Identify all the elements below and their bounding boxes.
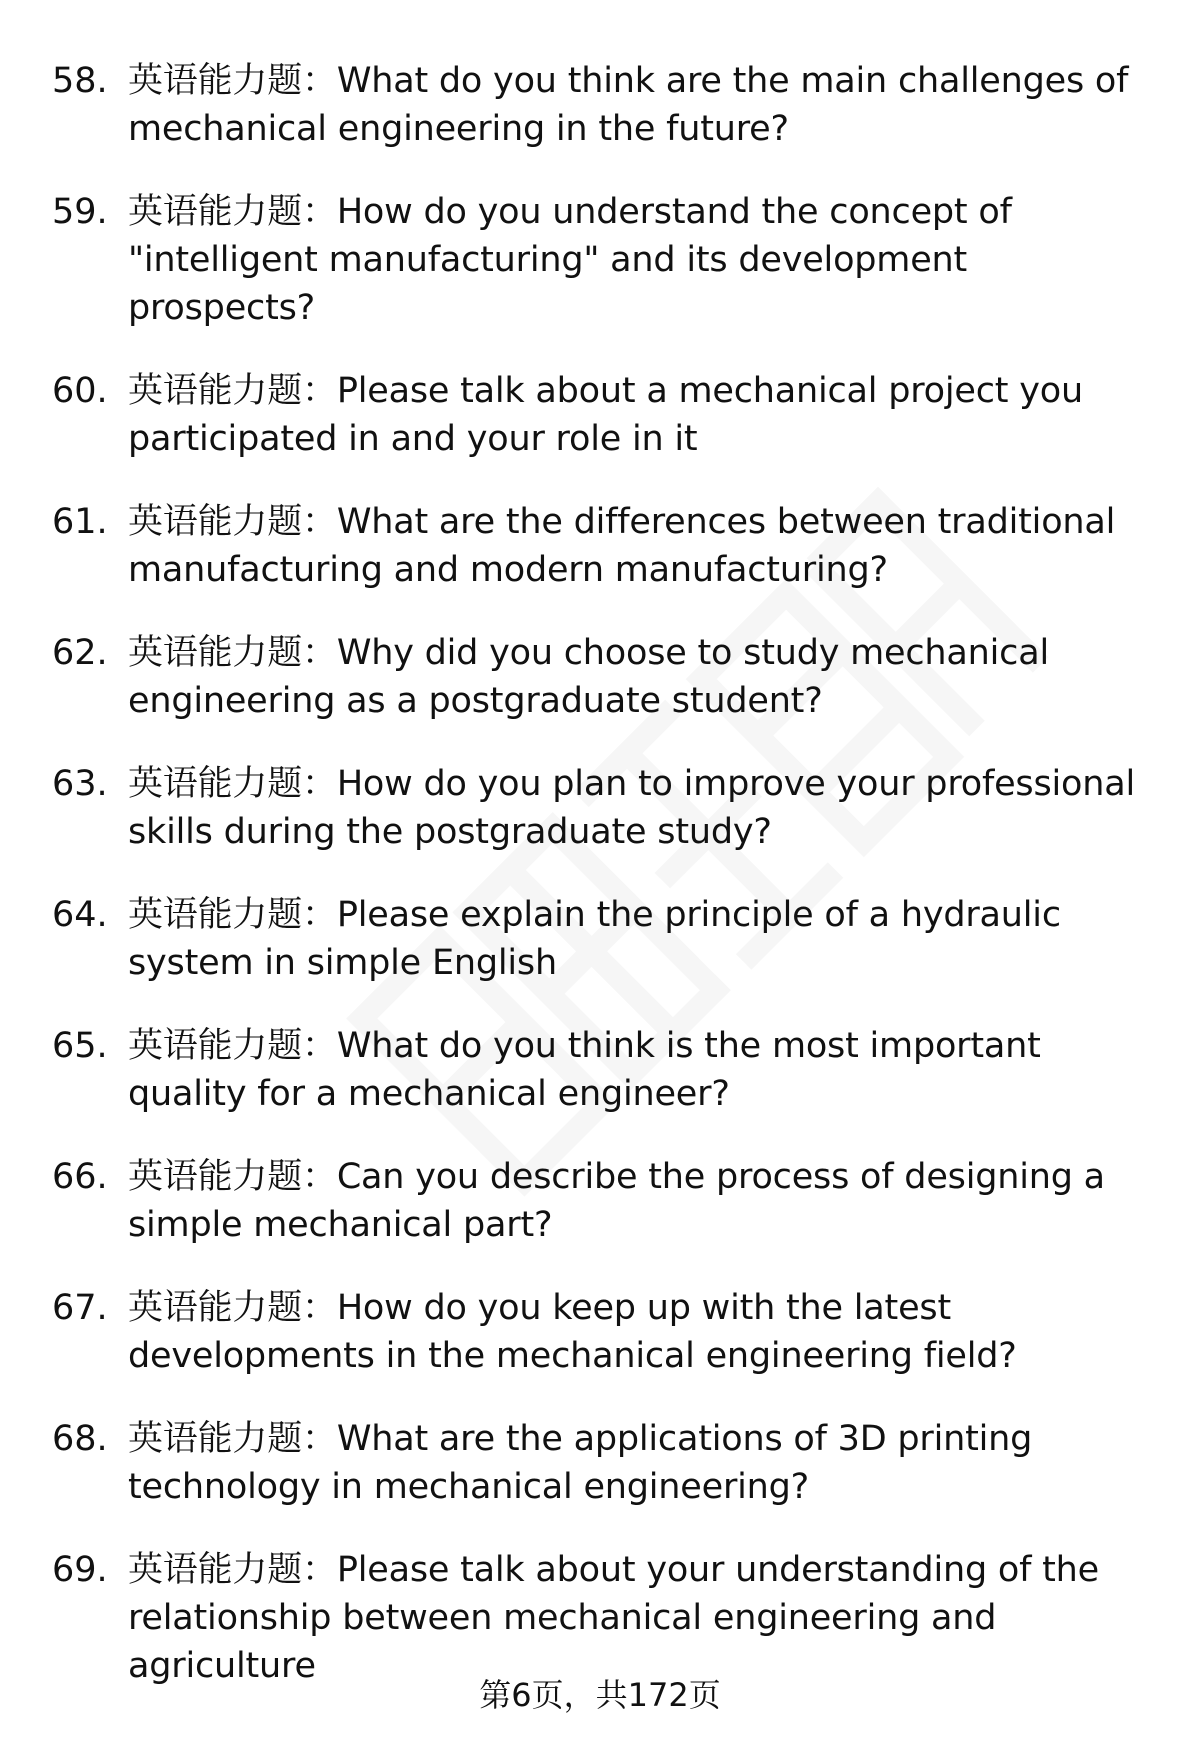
question-category-label: 英语能力题： bbox=[128, 1419, 337, 1459]
question-text: How do you plan to improve your professional skills during the postgraduate study? bbox=[128, 764, 1135, 852]
question-text: What do you think are the main challenges of mechanical engineering in the future? bbox=[128, 61, 1129, 149]
page-number-footer: 第6页，共172页 bbox=[479, 1676, 721, 1714]
question-text: Why did you choose to study mechanical engineering as a postgraduate student? bbox=[128, 633, 1049, 721]
question-body bbox=[128, 1022, 1153, 1118]
question-number: 66. bbox=[52, 1157, 108, 1197]
question-category-label: 英语能力题： bbox=[128, 1288, 337, 1328]
question-item bbox=[52, 1284, 1162, 1380]
question-body bbox=[128, 498, 1153, 594]
question-body bbox=[128, 57, 1153, 153]
question-item bbox=[52, 188, 1162, 332]
question-item bbox=[52, 367, 1162, 463]
question-item bbox=[52, 1022, 1162, 1118]
question-category-label: 英语能力题： bbox=[128, 633, 337, 673]
question-body bbox=[128, 629, 1153, 725]
question-body bbox=[128, 1415, 1153, 1511]
question-text: What are the applications of 3D printing technology in mechanical engineering? bbox=[128, 1419, 1033, 1507]
question-text: What do you think is the most important quality for a mechanical engineer? bbox=[128, 1026, 1041, 1114]
question-item bbox=[52, 891, 1162, 987]
question-category-label: 英语能力题： bbox=[128, 61, 337, 101]
question-number: 64. bbox=[52, 895, 108, 935]
question-number: 58. bbox=[52, 61, 108, 101]
question-text: Please talk about a mechanical project you participated in and your role in it bbox=[128, 371, 1083, 459]
question-body bbox=[128, 1284, 1153, 1380]
question-text: How do you understand the concept of "intelligent manufacturing" and its development prospects? bbox=[128, 192, 1012, 328]
question-list bbox=[52, 57, 1162, 1725]
question-body bbox=[128, 188, 1153, 332]
question-body bbox=[128, 760, 1153, 856]
question-item bbox=[52, 1415, 1162, 1511]
question-category-label: 英语能力题： bbox=[128, 371, 337, 411]
question-number: 60. bbox=[52, 371, 108, 411]
question-number: 59. bbox=[52, 192, 108, 232]
question-item bbox=[52, 1153, 1162, 1249]
question-item bbox=[52, 629, 1162, 725]
question-number: 65. bbox=[52, 1026, 108, 1066]
question-category-label: 英语能力题： bbox=[128, 1026, 337, 1066]
question-text: How do you keep up with the latest developments in the mechanical engineering field? bbox=[128, 1288, 1017, 1376]
question-number: 62. bbox=[52, 633, 108, 673]
question-category-label: 英语能力题： bbox=[128, 192, 337, 232]
question-text: Please explain the principle of a hydraulic system in simple English bbox=[128, 895, 1061, 983]
question-category-label: 英语能力题： bbox=[128, 502, 337, 542]
question-item bbox=[52, 498, 1162, 594]
question-body bbox=[128, 891, 1153, 987]
question-category-label: 英语能力题： bbox=[128, 1157, 337, 1197]
question-category-label: 英语能力题： bbox=[128, 764, 337, 804]
question-item bbox=[52, 1546, 1162, 1690]
question-body bbox=[128, 1153, 1153, 1249]
question-category-label: 英语能力题： bbox=[128, 895, 337, 935]
question-number: 61. bbox=[52, 502, 108, 542]
question-category-label: 英语能力题： bbox=[128, 1550, 337, 1590]
question-text: What are the differences between traditional manufacturing and modern manufacturing? bbox=[128, 502, 1116, 590]
question-item bbox=[52, 57, 1162, 153]
question-body bbox=[128, 367, 1153, 463]
question-text: Can you describe the process of designing a simple mechanical part? bbox=[128, 1157, 1105, 1245]
question-text: Please talk about your understanding of the relationship between mechanical engineering and agriculture bbox=[128, 1550, 1099, 1686]
question-number: 67. bbox=[52, 1288, 108, 1328]
question-item bbox=[52, 760, 1162, 856]
question-number: 69. bbox=[52, 1550, 108, 1590]
question-number: 63. bbox=[52, 764, 108, 804]
question-body bbox=[128, 1546, 1153, 1690]
question-number: 68. bbox=[52, 1419, 108, 1459]
